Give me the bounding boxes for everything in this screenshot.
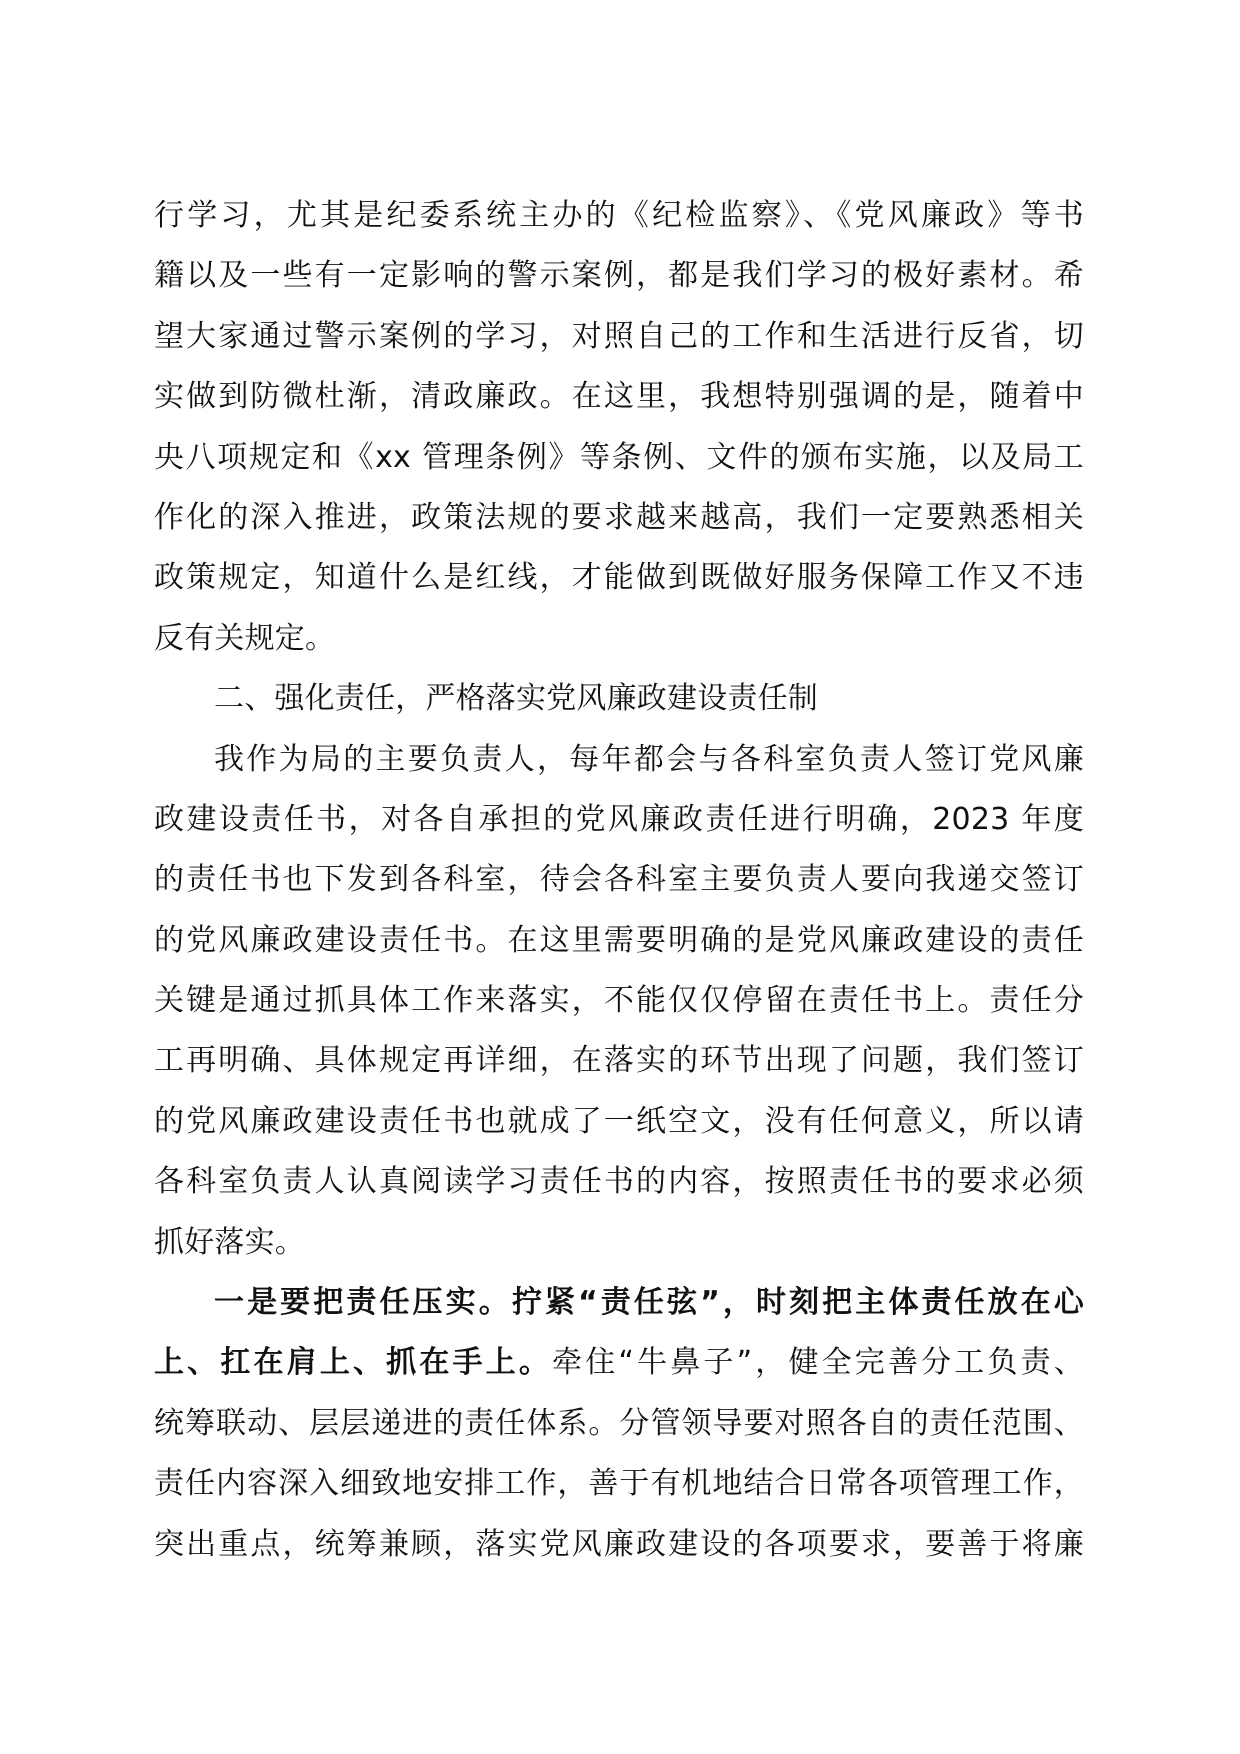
paragraph-line: 的责任书也下发到各科室，待会各科室主要负责人要向我递交签订	[154, 862, 1084, 898]
section-heading: 二、强化责任，严格落实党风廉政建设责任制	[214, 681, 818, 717]
paragraph-line: 实做到防微杜渐，清政廉政。在这里，我想特别强调的是，随着中	[154, 379, 1084, 415]
paragraph-text: 牵住“牛鼻子”，健全完善分工负责、	[552, 1345, 1085, 1381]
paragraph-line: 抓好落实。	[154, 1224, 305, 1260]
paragraph-line: 望大家通过警示案例的学习，对照自己的工作和生活进行反省，切	[154, 318, 1084, 354]
paragraph-line: 反有关规定。	[154, 620, 336, 656]
paragraph-line: 政建设责任书，对各自承担的党风廉政责任进行明确，2023 年度	[154, 801, 1084, 837]
paragraph-line: 突出重点，统筹兼顾，落实党风廉政建设的各项要求，要善于将廉	[154, 1526, 1084, 1562]
paragraph-line: 各科室负责人认真阅读学习责任书的内容，按照责任书的要求必须	[154, 1164, 1084, 1200]
paragraph-line: 我作为局的主要负责人，每年都会与各科室负责人签订党风廉	[214, 741, 1084, 777]
paragraph-line: 工再明确、具体规定再详细，在落实的环节出现了问题，我们签订	[154, 1043, 1084, 1079]
paragraph-line: 籍以及一些有一定影响的警示案例，都是我们学习的极好素材。希	[154, 258, 1084, 294]
paragraph-line: 责任内容深入细致地安排工作，善于有机地结合日常各项管理工作，	[154, 1466, 1084, 1502]
paragraph-line: 央八项规定和《xx 管理条例》等条例、文件的颁布实施，以及局工	[154, 439, 1084, 475]
paragraph-line: 行学习，尤其是纪委系统主办的《纪检监察》、《党风廉政》等书	[154, 198, 1084, 233]
paragraph-line: 的党风廉政建设责任书也就成了一纸空文，没有任何意义，所以请	[154, 1103, 1084, 1139]
document-body	[154, 186, 1084, 1575]
paragraph-line: 关键是通过抓具体工作来落实，不能仅仅停留在责任书上。责任分	[154, 983, 1084, 1019]
paragraph-line: 的党风廉政建设责任书。在这里需要明确的是党风廉政建设的责任	[154, 922, 1084, 958]
paragraph-line: 统筹联动、层层递进的责任体系。分管领导要对照各自的责任范围、	[154, 1405, 1084, 1441]
paragraph-line: 政策规定，知道什么是红线，才能做到既做好服务保障工作又不违	[154, 560, 1084, 596]
paragraph-line: 作化的深入推进，政策法规的要求越来越高，我们一定要熟悉相关	[154, 499, 1084, 535]
paragraph-line	[154, 1333, 1084, 1393]
emphasis-text: 上、扛在肩上、抓在手上。	[154, 1345, 553, 1381]
emphasis-line: 一是要把责任压实。拧紧“责任弦”，时刻把主体责任放在心	[214, 1285, 1084, 1321]
